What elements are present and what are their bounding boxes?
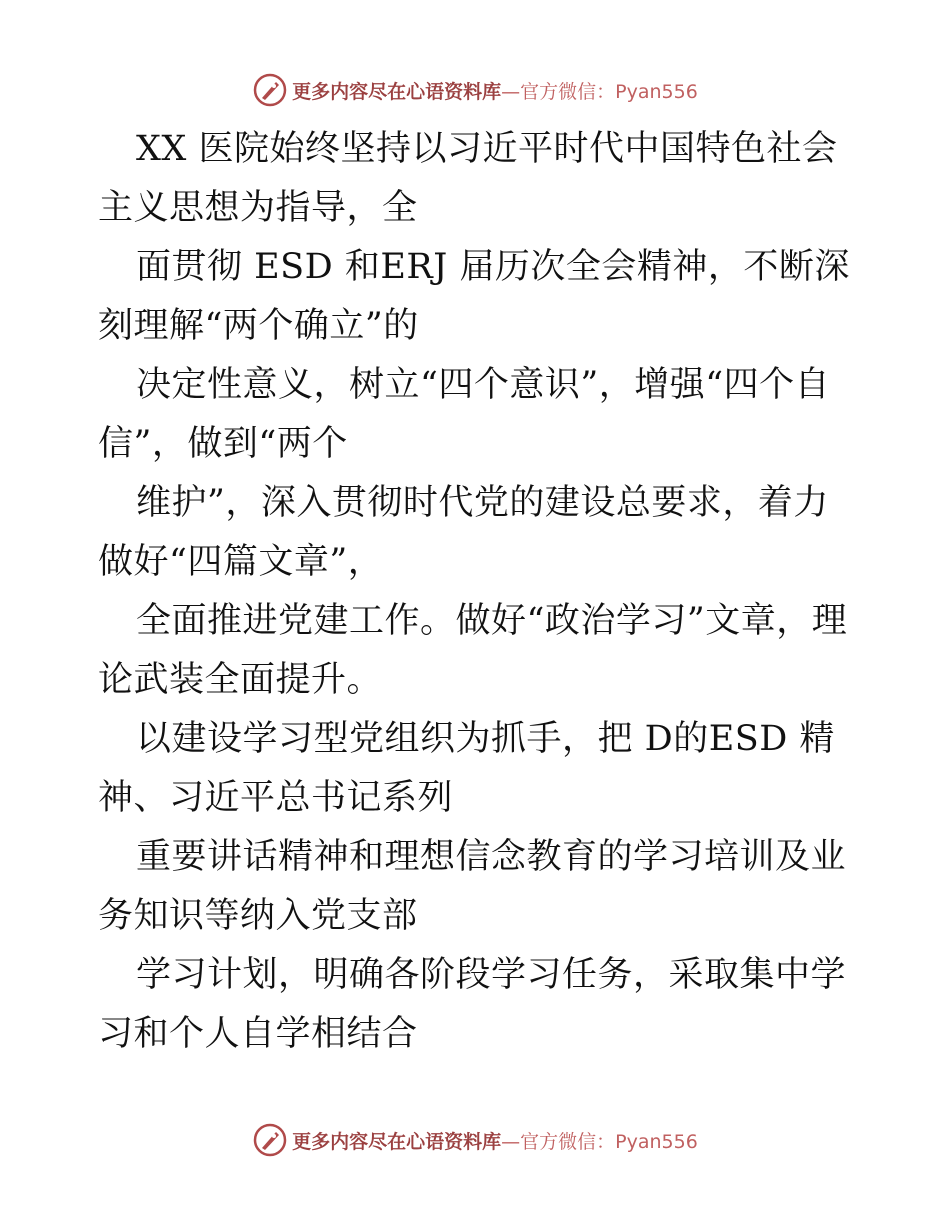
document-body <box>98 120 858 1064</box>
paragraph: 以建设学习型党组织为抓手，把 D的ESD 精神、习近平总书记系列 <box>98 719 835 818</box>
header-banner <box>0 70 950 110</box>
paragraph: 决定性意义，树立“四个意识”，增强“四个自信”，做到“两个 <box>98 365 831 464</box>
footer-banner <box>0 1120 950 1160</box>
paragraph: 全面推进党建工作。做好“政治学习”文章，理论武装全面提升。 <box>98 601 848 700</box>
paragraph: 学习计划，明确各阶段学习任务，采取集中学习和个人自学相结合 <box>98 955 847 1054</box>
banner-main-text: 更多内容尽在心语资料库 <box>292 1130 502 1153</box>
banner-sub-text: —官方微信：Pyan556 <box>501 1130 698 1153</box>
paragraph: XX 医院始终坚持以习近平时代中国特色社会主义思想为指导，全 <box>98 129 838 228</box>
paragraph: 重要讲话精神和理想信念教育的学习培训及业务知识等纳入党支部 <box>98 837 847 936</box>
pen-nib-logo-icon <box>252 1122 288 1158</box>
paragraph: 维护”，深入贯彻时代党的建设总要求，着力做好“四篇文章”， <box>98 483 829 582</box>
paragraph: 面贯彻 ESD 和ERJ 届历次全会精神，不断深刻理解“两个确立”的 <box>98 247 850 346</box>
banner-main-text: 更多内容尽在心语资料库 <box>292 80 502 103</box>
banner-sub-text: —官方微信：Pyan556 <box>501 80 698 103</box>
pen-nib-logo-icon <box>252 72 288 108</box>
